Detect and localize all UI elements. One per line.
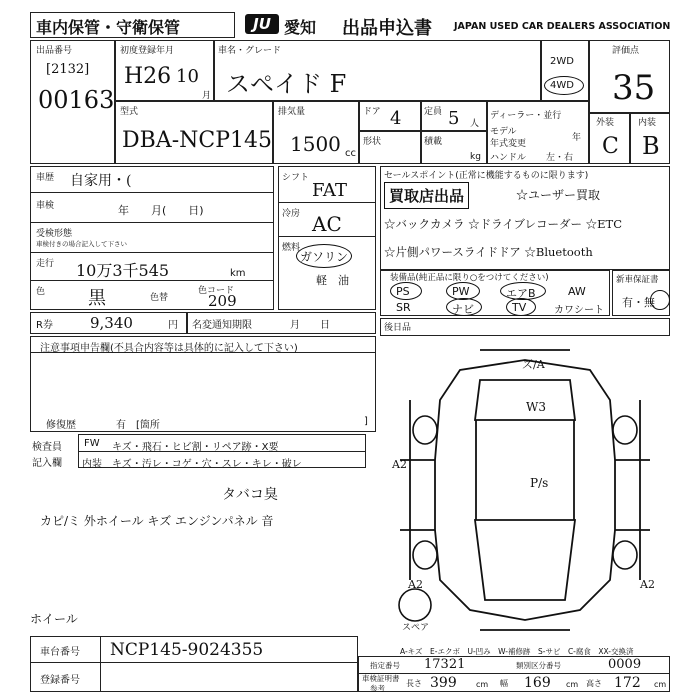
acceptance-label: 受検形態: [36, 229, 73, 239]
shift-label: シフト: [282, 173, 310, 183]
sales-line-3: ☆片側パワースライドドア ☆Bluetooth: [384, 245, 593, 259]
drive-4wd-circle: [544, 76, 584, 95]
displacement-label: 排気量: [278, 107, 306, 117]
length-label: 長さ: [406, 679, 422, 688]
mileage-value: 10万3千545: [76, 261, 170, 280]
inspection-label: 車検: [36, 201, 55, 211]
load-label: 積載: [424, 137, 443, 147]
history-value: 自家用・(: [70, 173, 132, 189]
class-number-value: 0009: [608, 657, 642, 672]
equipment-pw: PW: [452, 285, 470, 298]
recycle-label: R券: [36, 320, 53, 331]
warranty-none-circle: [650, 290, 670, 310]
fw-label: FW: [84, 438, 100, 449]
color-label: 色: [36, 287, 46, 297]
month-unit: 月: [202, 91, 212, 101]
height-label: 高さ: [586, 679, 602, 688]
model-label: 型式: [120, 107, 139, 117]
fuel-circle: [296, 244, 352, 268]
history-label: 車歴: [36, 173, 55, 183]
model-year: モデル: [490, 127, 517, 137]
mark-roof: P/s: [530, 476, 549, 490]
repair-value: 有 [箇所: [116, 420, 160, 431]
spec-label-2: 参考: [370, 684, 385, 693]
recycle-value: 9,340: [90, 314, 133, 332]
circle-ps: [390, 282, 422, 300]
ac-value: AC: [312, 212, 342, 236]
equipment-ps: PS: [396, 285, 410, 298]
color-value: 黒: [88, 288, 106, 309]
color-code-value: 209: [208, 292, 237, 310]
remark-damage: カピ/ミ 外ホイール キズ エンジンパネル 音: [40, 514, 274, 528]
mark-left-door: A2: [392, 458, 407, 471]
mileage-unit: km: [230, 268, 246, 279]
interior-items-label: 内装: [82, 459, 102, 470]
warranty-label: 新車保証書: [616, 275, 659, 285]
handle-label: ハンドル: [490, 153, 527, 163]
warranty-value: 有・無: [622, 296, 655, 309]
circle-navi: [446, 298, 482, 316]
displacement-unit: cc: [345, 148, 356, 159]
spare-label: スペア: [402, 623, 430, 633]
spec-label: 車検証明書: [362, 674, 400, 683]
vehicle-name: スペイド F: [226, 70, 347, 98]
capacity-unit: 人: [470, 119, 480, 129]
year-unit: 年: [572, 133, 582, 143]
brand-name: 愛知: [284, 18, 317, 37]
fuel-value: ガソリン: [300, 250, 349, 264]
remark-wheel: ホイール: [30, 612, 78, 626]
damage-legend: A-キズ E-エクボ U-凹み W-補修跡 S-サビ C-腐食 XX-交換済: [400, 647, 634, 656]
sales-line-2: ☆バックカメラ ☆ドライブレコーダー ☆ETC: [384, 217, 623, 231]
type-number-value: 17321: [424, 657, 466, 672]
chassis-label: 車台番号: [40, 647, 80, 658]
mark-rear-left: A2: [408, 578, 423, 591]
color-code-label: 色コード: [198, 286, 235, 296]
equipment-tv: TV: [512, 301, 527, 314]
later-items-label: 後日品: [384, 323, 412, 333]
exterior-label: 外装: [596, 118, 615, 128]
length-value: 399: [430, 675, 457, 691]
notes-label: 注意事項申告欄(不具合内容等は具体的に記入して下さい): [40, 343, 298, 354]
registration-year: H26: [124, 64, 172, 89]
type-number-label: 指定番号: [370, 661, 400, 670]
repair-label: 修復歴: [46, 420, 76, 431]
interior-items: キズ・汚レ・コゲ・穴・スレ・キレ・破レ: [112, 459, 302, 470]
interior-label: 内装: [638, 118, 657, 128]
deadline-format: 月 日: [290, 320, 330, 331]
grade-label: 評価点: [612, 46, 640, 56]
circle-tv: [506, 298, 536, 316]
handle-lr: 左・右: [546, 153, 574, 163]
lot-lane: [2132]: [46, 62, 90, 77]
sales-label: セールスポイント(正常に機能するものに限ります): [384, 171, 589, 181]
capacity-label: 定員: [424, 107, 443, 117]
mark-rear-right: A2: [640, 578, 655, 591]
equipment-navi: ナビ: [452, 303, 474, 316]
sales-line-1: ☆ユーザー買取: [516, 188, 601, 202]
association-name: JAPAN USED CAR DEALERS ASSOCIATION: [454, 21, 671, 32]
storage-title: 車内保管・守衛保管: [36, 18, 181, 37]
model-value: DBA-NCP145: [122, 128, 273, 153]
registration-month: 10: [176, 66, 199, 87]
sheet-title: 出品申込書: [342, 18, 432, 39]
width-label: 幅: [500, 679, 508, 688]
dealer-parallel: ディーラー・並行: [490, 111, 562, 121]
class-number-label: 類別区分番号: [516, 661, 561, 670]
remark-smoke: タバコ臭: [222, 487, 278, 503]
inspection-format: 年 月( 日): [118, 204, 204, 217]
equipment-sr: SR: [396, 301, 411, 314]
entry-label: 記入欄: [32, 458, 62, 469]
shape-label: 形状: [363, 137, 382, 147]
interior-grade: B: [642, 132, 660, 160]
ac-label: 冷房: [282, 209, 301, 219]
equipment-airbag: エアB: [506, 287, 536, 300]
load-unit: kg: [470, 152, 481, 162]
shift-value: FAT: [312, 180, 347, 201]
mark-hood: W3: [526, 400, 546, 414]
lot-number: 00163: [38, 86, 115, 114]
car-damage-diagram: [380, 340, 670, 640]
doors-value: 4: [390, 108, 402, 129]
fuel-label: 燃料: [282, 243, 301, 253]
chassis-value: NCP145-9024355: [110, 640, 264, 660]
exterior-grade: C: [602, 134, 619, 159]
buyer-badge: 買取店出品: [384, 182, 469, 209]
fuel-other: 軽 油: [316, 274, 349, 287]
ju-logo: JU: [245, 14, 279, 34]
fw-items: キズ・飛石・ヒビ割・リペア跡・X要: [112, 442, 279, 453]
mark-front-bumper: ズ/A: [522, 358, 545, 371]
width-value: 169: [524, 675, 551, 691]
vehicle-name-label: 車名・グレード: [218, 46, 282, 56]
drive-2wd: 2WD: [550, 56, 574, 67]
doors-label: ドア: [363, 107, 381, 117]
capacity-value: 5: [448, 108, 460, 129]
recycle-unit: 円: [168, 320, 178, 331]
change-year: 年式変更: [490, 139, 527, 149]
color-change-label: 色替: [150, 293, 169, 303]
width-unit: cm: [566, 680, 579, 689]
acceptance-note: 車検付きの場合記入して下さい: [36, 240, 127, 248]
repair-close: ]: [364, 416, 368, 427]
equipment-leather-seat: カワシート: [554, 305, 604, 316]
equipment-label: 装備品(純正品に限り○をつけてください): [390, 273, 549, 283]
mileage-label: 走行: [36, 259, 55, 269]
height-value: 172: [614, 675, 641, 691]
equipment-aw: AW: [568, 285, 586, 298]
grade-score: 35: [612, 68, 656, 108]
drive-4wd: 4WD: [550, 80, 574, 91]
inspector-label: 検査員: [32, 442, 62, 453]
registration-number-label: 登録番号: [40, 675, 80, 686]
deadline-label: 名変通知期限: [192, 320, 252, 331]
later-items-frame: [380, 318, 670, 336]
height-unit: cm: [654, 680, 667, 689]
registration-label: 初度登録年月: [120, 46, 175, 56]
lot-label: 出品番号: [36, 46, 73, 56]
length-unit: cm: [476, 680, 489, 689]
displacement-value: 1500: [290, 132, 341, 156]
